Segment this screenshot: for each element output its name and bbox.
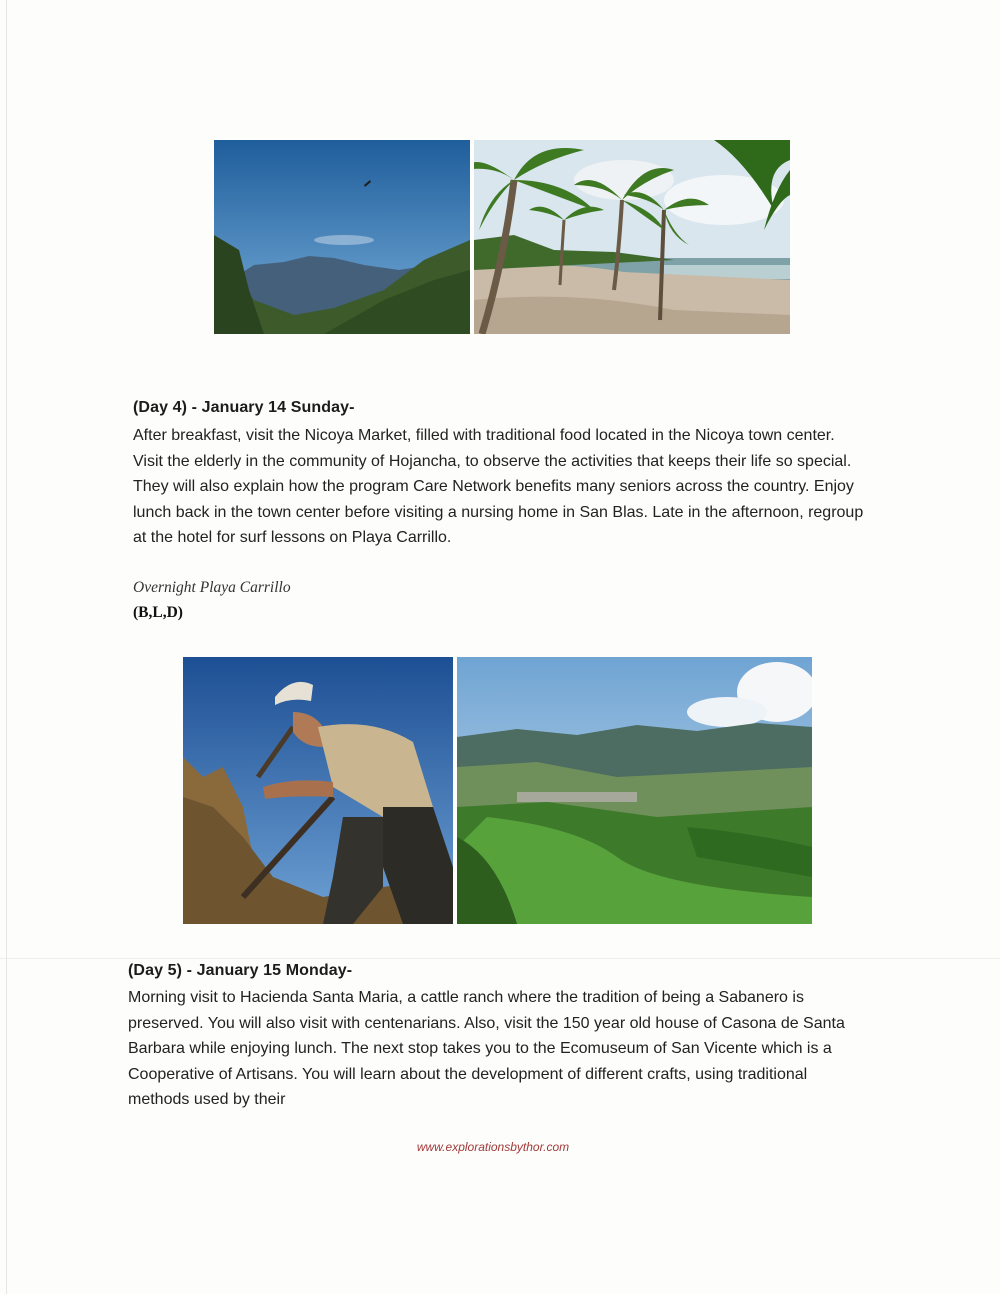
day4-meals: (B,L,D)	[133, 604, 183, 621]
palm-beach-photo	[474, 140, 790, 334]
farmer-photo	[183, 657, 453, 924]
day5-heading: (Day 5) - January 15 Monday-	[128, 962, 353, 979]
day5-description: Morning visit to Hacienda Santa Maria, a cattle ranch where the tradition of being a Sabanero is preserved. You will also visit with centenarians. Also, visit the 150 year old house of Casona de Santa Barbara while enjoying lunch. The next stop takes you to the Ecomuseum of San Vicente which is a Cooperative of Artisans. You will learn about the development of different crafts, using traditional methods used by their	[128, 989, 845, 1108]
scan-edge-line	[6, 0, 7, 1294]
day4-description: After breakfast, visit the Nicoya Market, filled with traditional food located in the Nicoya town center. Visit the elderly in the community of Hojancha, to observe the activities that keeps their life so special. They will also explain how the program Care Network benefits many seniors across the country. Enjoy lunch back in the town center before visiting a nursing home in San Blas. Late in the afternoon, regroup at the hotel for surf lessons on Playa Carrillo.	[133, 427, 864, 546]
valley-photo	[457, 657, 812, 924]
mountain-photo	[214, 140, 470, 334]
day4-heading: (Day 4) - January 14 Sunday-	[133, 399, 355, 416]
day4-overnight: Overnight Playa Carrillo	[133, 579, 291, 596]
footer-website-link[interactable]: www.explorationsbythor.com	[416, 1140, 570, 1154]
scan-fold-line	[0, 958, 1000, 959]
